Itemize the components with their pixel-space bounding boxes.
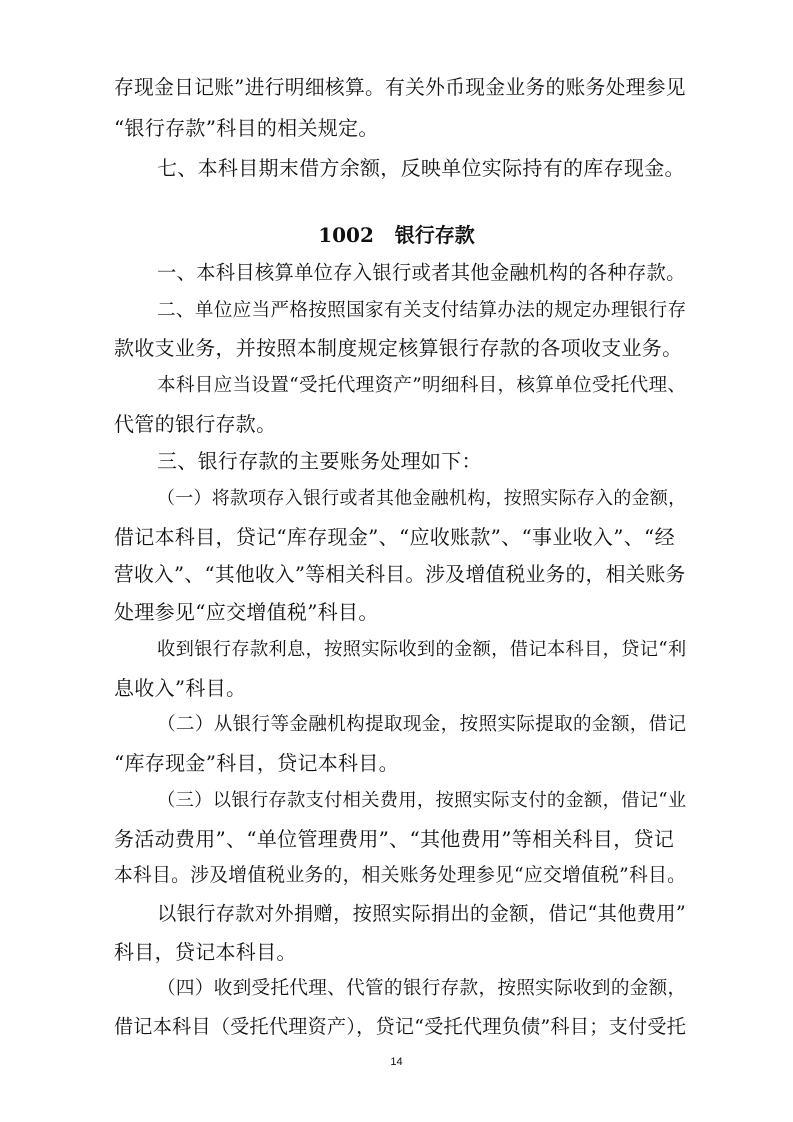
- text-line: 三、银行存款的主要账务处理如下：: [157, 449, 482, 473]
- text-line: 存现金日记账”进行明细核算。有关外币现金业务的账务处理参见: [114, 76, 686, 99]
- text-line: “库存现金”科目，贷记本科目。: [114, 751, 399, 775]
- text-line: “银行存款”科目的相关规定。: [114, 116, 379, 140]
- text-line: 借记本科目，贷记“库存现金”、“应收账款”、“事业收入”、“经: [114, 525, 675, 549]
- text-line: （一）将款项存入银行或者其他金融机构，按照实际存入的金额，: [157, 488, 687, 509]
- text-line: （四）收到受托代理、代管的银行存款，按照实际收到的金额，: [157, 978, 687, 999]
- text-line: 收到银行存款利息，按照实际收到的金额，借记本科目，贷记“利: [157, 639, 687, 660]
- text-line: 处理参见“应交增值税”科目。: [114, 600, 379, 624]
- text-line: 息收入”科目。: [114, 676, 247, 700]
- text-line: 本科目。涉及增值税业务的，相关账务处理参见“应交增值税”科目。: [114, 865, 687, 886]
- text-line: 借记本科目（受托代理资产），贷记“受托代理负债”科目；支付受托: [114, 1016, 687, 1038]
- text-line: （三）以银行存款支付相关费用，按照实际支付的金额，借记“业: [157, 790, 687, 811]
- text-line: 以银行存款对外捐赠，按照实际捐出的金额，借记“其他费用”: [157, 902, 687, 925]
- text-line: 款收支业务，并按照本制度规定核算银行存款的各项收支业务。: [114, 336, 683, 360]
- section-heading: 1002 银行存款: [318, 223, 475, 247]
- text-line: 一、本科目核算单位存入银行或者其他金融机构的各种存款。: [157, 261, 686, 284]
- text-line: 七、本科目期末借方余额，反映单位实际持有的库存现金。: [157, 156, 685, 180]
- page-number: 14: [390, 1056, 403, 1068]
- text-line: （二）从银行等金融机构提取现金，按照实际提取的金额，借记: [157, 714, 687, 735]
- text-line: 营收入”、“其他收入”等相关科目。涉及增值税业务的，相关账务: [114, 563, 686, 586]
- text-line: 科目，贷记本科目。: [114, 940, 297, 964]
- text-line: 代管的银行存款。: [114, 412, 277, 436]
- text-line: 务活动费用”、“单位管理费用”、“其他费用”等相关科目，贷记: [114, 827, 675, 851]
- text-line: 本科目应当设置“受托代理资产”明细科目，核算单位受托代理、: [157, 375, 687, 396]
- text-line: 二、单位应当严格按照国家有关支付结算办法的规定办理银行存: [157, 300, 687, 321]
